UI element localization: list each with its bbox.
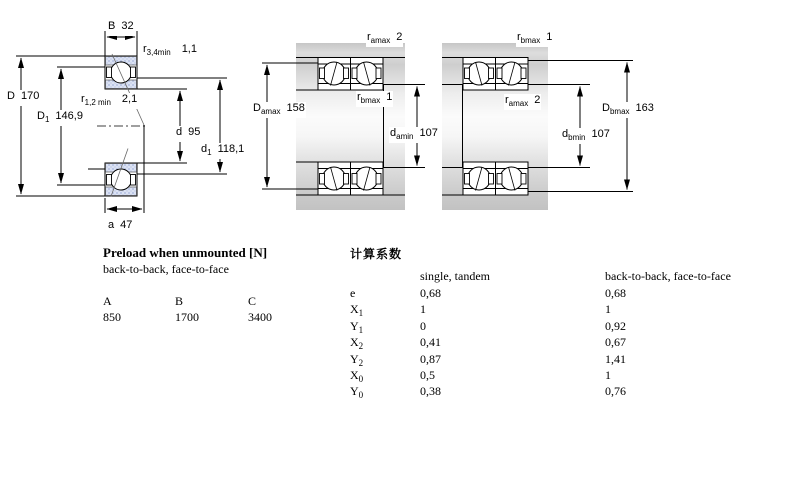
preload-value-A: 850 bbox=[103, 310, 121, 324]
preload-value-C: 3400 bbox=[248, 310, 272, 324]
factors-row-Y1: $Y_1$ 0 0,92 bbox=[350, 318, 626, 335]
factors-row-X1: $X_1$ 1 1 bbox=[350, 302, 611, 319]
dim-label-Damax: $D_{amax}$ 158 bbox=[253, 102, 305, 116]
dim-label-a: a 47 bbox=[107, 219, 133, 235]
preload-header-C: C bbox=[248, 294, 257, 308]
preload-value-row bbox=[103, 310, 318, 325]
factors-row-X0: $X_0$ 0,5 1 bbox=[350, 367, 611, 384]
dim-label-rbmax-b: $r_{bmax}$ 1 bbox=[517, 31, 553, 45]
dim-label-ramax-b: $r_{amax}$ 2 bbox=[505, 94, 541, 108]
factors-row-Y2: $Y_2$ 0,87 1,41 bbox=[350, 351, 626, 368]
factors-col1-header: single, tandem bbox=[420, 269, 490, 283]
dim-label-rbmax-a: $r_{bmax}$ 1 bbox=[357, 91, 393, 105]
dim-label-Dbmax: $D_{bmax}$ 163 bbox=[602, 102, 654, 116]
preload-title: Preload when unmounted [N] bbox=[103, 245, 268, 260]
dim-label-r34: $r_{3,4min}$ 1,1 bbox=[143, 43, 197, 57]
preload-header-B: B bbox=[175, 294, 184, 308]
preload-value-B: 1700 bbox=[175, 310, 199, 324]
preload-subtitle: back-to-back, face-to-face bbox=[103, 262, 229, 276]
factors-row-Y0: $Y_0$ 0,38 0,76 bbox=[350, 384, 626, 401]
factors-row-e: e 0,68 0,68 bbox=[350, 286, 626, 300]
factors-rows bbox=[350, 285, 626, 400]
factors-title: 计算系数 bbox=[350, 247, 403, 261]
factors-col2-header: back-to-back, face-to-face bbox=[605, 269, 731, 283]
dim-label-d: d 95 bbox=[175, 126, 201, 142]
dim-label-dbmin: $d_{bmin}$ 107 bbox=[562, 128, 610, 142]
dim-label-D1: $D_1$ 146,9 bbox=[37, 110, 83, 124]
dim-label-B: B 32 bbox=[107, 20, 135, 36]
dim-label-damin: $d_{amin}$ 107 bbox=[390, 127, 438, 141]
dim-label-D: D 170 bbox=[6, 90, 40, 106]
factors-row-X2: $X_2$ 0,41 0,67 bbox=[350, 335, 626, 352]
preload-header-row bbox=[103, 294, 318, 309]
preload-header-A: A bbox=[103, 294, 112, 308]
single-bearing-section bbox=[97, 54, 146, 197]
dim-label-d1: $d_1$ 118,1 bbox=[201, 143, 245, 157]
dim-label-r12: $r_{1,2 min}$ 2,1 bbox=[81, 93, 138, 107]
dim-label-ramax-a: $r_{amax}$ 2 bbox=[367, 31, 403, 45]
